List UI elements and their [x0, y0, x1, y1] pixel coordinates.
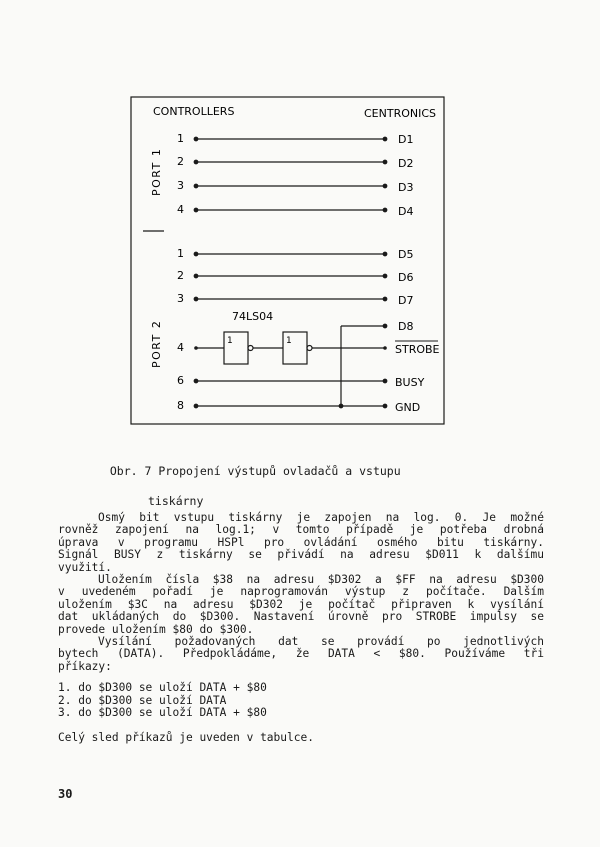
text-line: využití.	[58, 560, 112, 574]
port1-label: PORT 1	[150, 147, 163, 196]
output-label: GND	[395, 401, 421, 414]
list-item: 2. do $D300 se uloží DATA	[58, 693, 227, 707]
text-line: uložením $3C na adresu $D302 je počítač připraven k vysílání	[58, 597, 544, 611]
text-line: dat ukládaných do $D300. Nastavení úrovně pro STROBE impulsy se	[58, 610, 544, 624]
paragraph	[58, 574, 544, 636]
chip-label: 74LS04	[232, 310, 274, 323]
output-label: D7	[398, 294, 414, 307]
paragraph	[58, 512, 544, 574]
output-label: D3	[398, 181, 414, 194]
text-line: Vysílání požadovaných dat se provádí po jednotlivých	[98, 635, 544, 649]
inverter-mark: 1	[227, 336, 233, 346]
pin-label: 2	[177, 155, 184, 168]
body-text	[58, 512, 544, 673]
pin-label: 4	[177, 341, 184, 354]
output-label-strobe: STROBE	[395, 343, 440, 356]
caption-line-1: Obr. 7 Propojení výstupů ovladačů a vstupu	[109, 464, 401, 478]
closing-sentence: Celý sled příkazů je uveden v tabulce.	[58, 731, 314, 744]
text-line: příkazy:	[58, 659, 112, 673]
output-label: D1	[398, 133, 414, 146]
output-label: D6	[398, 271, 414, 284]
text-line: bytech (DATA). Předpokládáme, že DATA < $80. Používáme tři	[58, 647, 544, 661]
output-label: D4	[398, 205, 414, 218]
port2-pin-labels	[177, 247, 184, 412]
inverter-mark: 1	[286, 336, 292, 346]
pin-label: 8	[177, 399, 184, 412]
port1-lines	[194, 137, 387, 212]
list-item: 1. do $D300 se uloží DATA + $80	[58, 681, 267, 694]
output-label: D8	[398, 320, 414, 333]
page-number: 30	[58, 787, 73, 801]
text-line: rovněž zapojení na log.1; v tomto případě je potřeba drobná	[58, 523, 544, 537]
text-line: v uvedeném pořadí je naprogramován výstup z počítače. Dalším	[58, 585, 544, 599]
command-list	[58, 682, 267, 720]
pin-label: 4	[177, 203, 184, 216]
pin-label: 3	[177, 179, 184, 192]
pin-label: 1	[177, 132, 184, 145]
text-line: Osmý bit vstupu tiskárny je zapojen na log. 0. Je možné	[98, 511, 544, 524]
pin-label: 6	[177, 374, 184, 387]
port2-output-labels	[395, 248, 440, 414]
pin-label: 3	[177, 292, 184, 305]
header-controllers: CONTROLLERS	[153, 105, 235, 118]
port2-lines	[194, 252, 387, 408]
text-line: Signál BUSY z tiskárny se přivádí na adresu $D011 k dalšímu	[58, 548, 544, 562]
port2-label: PORT 2	[150, 319, 163, 368]
list-item: 3. do $D300 se uloží DATA + $80	[58, 706, 267, 720]
text-line: úprava v programu HSPl pro ovládání osmého bitu tiskárny.	[58, 535, 544, 549]
port1-pin-labels	[177, 132, 184, 216]
pin-label: 2	[177, 269, 184, 282]
output-label: D2	[398, 157, 414, 170]
port1-output-labels	[398, 133, 413, 218]
paragraph	[58, 636, 544, 673]
output-label: D5	[398, 248, 414, 261]
pin-label: 1	[177, 247, 184, 260]
output-label: BUSY	[395, 376, 425, 389]
text-line: Uložením čísla $38 na adresu $D302 a $FF na adresu $D300	[98, 573, 544, 587]
caption-line-2: tiskárny	[148, 494, 204, 508]
header-centronics: CENTRONICS	[364, 107, 437, 120]
text-line: provede uložením $80 do $300.	[58, 622, 254, 636]
